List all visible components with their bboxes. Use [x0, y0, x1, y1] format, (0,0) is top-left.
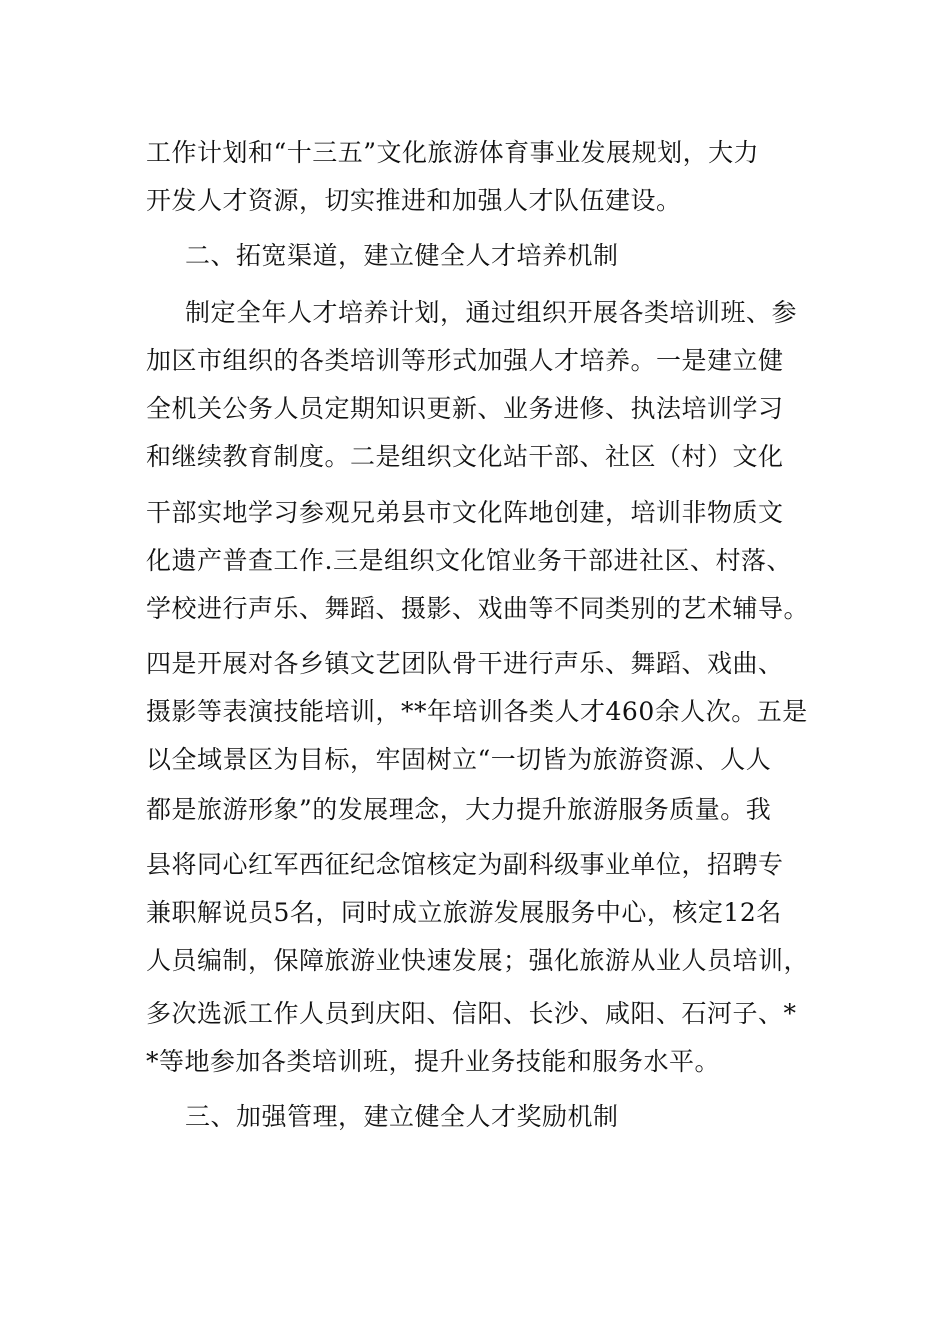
text-line: 摄影等表演技能培训，**年培训各类人才460余人次。五是 — [146, 697, 808, 726]
text-line: 多次选派工作人员到庆阳、信阳、长沙、咸阳、石河子、* — [146, 999, 797, 1028]
text-line: 县将同心红军西征纪念馆核定为副科级事业单位，招聘专 — [146, 850, 784, 879]
text-line: 加区市组织的各类培训等形式加强人才培养。一是建立健 — [146, 346, 784, 375]
text-line: 化遗产普查工作.三是组织文化馆业务干部进社区、村落、 — [146, 546, 792, 575]
text-line: 兼职解说员5名，同时成立旅游发展服务中心，核定12名 — [146, 898, 782, 927]
text-line: 四是开展对各乡镇文艺团队骨干进行声乐、舞蹈、戏曲、 — [146, 649, 784, 678]
text-line: 开发人才资源，切实推进和加强人才队伍建设。 — [146, 186, 682, 215]
section-heading: 三、加强管理，建立健全人才奖励机制 — [185, 1102, 619, 1131]
text-line: 以全域景区为目标，牢固树立“一切皆为旅游资源、人人 — [146, 745, 772, 774]
text-line: 都是旅游形象”的发展理念，大力提升旅游服务质量。我 — [146, 795, 772, 824]
text-line: 全机关公务人员定期知识更新、业务进修、执法培训学习 — [146, 394, 784, 423]
text-line: *等地参加各类培训班，提升业务技能和服务水平。 — [146, 1047, 721, 1076]
text-line: 制定全年人才培养计划，通过组织开展各类培训班、参 — [185, 298, 798, 327]
text-line: 人员编制，保障旅游业快速发展；强化旅游从业人员培训， — [146, 946, 810, 975]
text-line: 和继续教育制度。二是组织文化站干部、社区（村）文化 — [146, 442, 784, 471]
text-line: 干部实地学习参观兄弟县市文化阵地创建，培训非物质文 — [146, 498, 784, 527]
text-line: 学校进行声乐、舞蹈、摄影、戏曲等不同类别的艺术辅导。 — [146, 594, 810, 623]
text-line: 工作计划和“十三五”文化旅游体育事业发展规划，大力 — [146, 138, 760, 167]
section-heading: 二、拓宽渠道，建立健全人才培养机制 — [185, 241, 619, 270]
